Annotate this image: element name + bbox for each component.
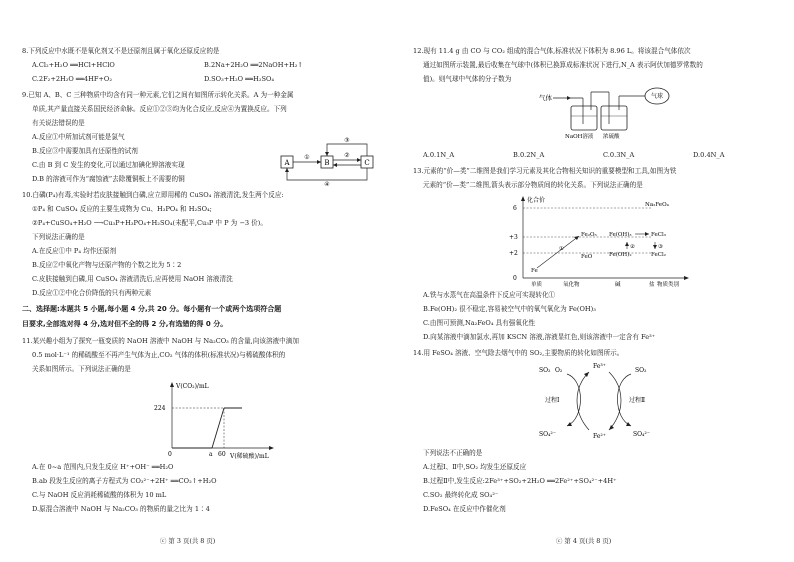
q8-option-c: C.2F₂+2H₂O ══4HF+O₂ — [32, 75, 112, 83]
q13-valence-class-graph — [501, 192, 691, 288]
q11-stem-3: 关系如图所示。下列说法正确的是 — [32, 365, 131, 373]
q11-option-a: A.在 0~a 范围内,只发生反应 H⁺+OH⁻ ══H₂O — [32, 463, 174, 471]
q11-option-b: B.ab 段发生反应的离子方程式为 CO₃²⁻+2H⁺ ══CO₂↑+H₂O — [32, 477, 217, 485]
q13-option-a: A.铁与水蒸气在高温条件下反应可实现转化① — [423, 291, 556, 299]
q14-so4-left: SO₄²⁻ — [539, 431, 557, 438]
q14-process-2: 过程Ⅱ — [629, 397, 646, 404]
q10-option-c: C.皮肤接触到白磷,用 CuSO₄ 溶液清洗后,应再使用 NaOH 溶液清洗 — [32, 275, 233, 283]
q11-tick-a: a — [209, 451, 213, 458]
q12-h2so4-bottle-label: 浓硫酸 — [603, 134, 620, 140]
section2-heading-2: 目要求,全部选对得 4 分,选对但不全的得 2 分,有选错的得 0 分。 — [22, 320, 228, 328]
q9-reaction-1: ① — [304, 154, 310, 161]
q9-stem-1: 9.已知 A、B、C 三种物质中均含有同一种元素,它们之间有如图所示转化关系。A 为一种金属 — [22, 91, 294, 99]
q8-stem: 8.下列反应中水既不是氧化剂又不是还原剂且属于氧化还原反应的是 — [22, 47, 220, 55]
q12-stem-3: 值)。则气球中气体的分子数为 — [423, 75, 512, 83]
q9-option-a: A.反应①中所加试剂可能是氯气 — [32, 133, 125, 141]
q13-tick-6: 6 — [513, 205, 517, 212]
q13-class-oxide: 氧化物 — [563, 282, 580, 288]
q9-conversion-diagram — [277, 134, 377, 186]
q11-option-d: D.原混合溶液中 NaOH 与 Na₂CO₃ 的物质的量之比为 1∶4 — [32, 505, 210, 513]
q13-arrow-3: ③ — [658, 244, 663, 250]
q12-stem-2: 通过如图所示装置,最后收集在气球中(体积已换算成标准状况下进行,N_A 表示阿伏加德罗常数的 — [423, 61, 703, 69]
right-page-footer: ⓒ 第 4 页(共 8 页) — [556, 537, 612, 545]
q12-balloon-label: 气球 — [650, 93, 664, 100]
q11-tick-224: 224 — [154, 405, 166, 412]
q14-stem-2: 下列说法不正确的是 — [423, 449, 483, 457]
q10-option-a: A.在反应①中 P₄ 均作还原剂 — [32, 247, 117, 255]
q13-fe2o3: Fe₂O₃ — [581, 232, 597, 238]
q12-option-b: B.0.2N_A — [513, 151, 545, 159]
q13-class-element: 单质 — [531, 282, 543, 288]
q13-option-c: C.由图可预测,Na₂FeO₄ 具有强氧化性 — [423, 319, 536, 327]
q14-fe2-bottom: Fe²⁺ — [593, 433, 606, 440]
q13-na2feo4: Na₂FeO₄ — [645, 202, 669, 208]
q13-arrow-1: ① — [559, 246, 564, 252]
q12-stem-1: 12.现有 11.4 g 由 CO 与 CO₂ 组成的混合气体,标准状况下体积为 8.96 L。将该混合气体依次 — [413, 47, 691, 55]
q13-class-base: 碱 — [615, 282, 621, 288]
q13-option-d: D.向某溶液中滴加氯水,再加 KSCN 溶液,溶液显红色,则该溶液中一定含有 Fe³⁺ — [423, 333, 656, 341]
q10-option-d: D.反应①②中化合价降低的只有两种元素 — [32, 289, 152, 297]
q9-option-c: C.由 B 到 C 发生的变化,可以通过加碘化钾溶液实现 — [32, 161, 185, 169]
q12-option-d: D.0.4N_A — [693, 151, 725, 159]
q13-tick-0: 0 — [513, 275, 517, 282]
q13-class-salt: 盐 — [649, 282, 655, 288]
q14-o2-in: O₂ — [555, 367, 563, 374]
q14-option-d: D.FeSO₄ 在反应中作催化剂 — [423, 505, 506, 513]
q8-option-a: A.Cl₂+H₂O ══HCl+HClO — [32, 61, 115, 69]
q14-so4-right: SO₄²⁻ — [633, 431, 651, 438]
q13-y-axis-label: 化合价 — [527, 197, 546, 204]
q9-reaction-4: ④ — [324, 181, 330, 186]
q8-option-b: B.2Na+2H₂O ══2NaOH+H₂↑ — [204, 61, 303, 69]
right-page — [413, 40, 775, 540]
q13-stem-1: 13.元素的“价—类”二维图是我们学习元素及其化合物相关知识的重要模型和工具,如图为铁 — [413, 167, 677, 175]
q10-option-b: B.反应②中氧化产物与还原产物的个数之比为 5∶2 — [32, 261, 182, 269]
q9-option-d: D.B 的溶液可作为“腐蚀液”去除覆铜板上不需要的铜 — [32, 175, 185, 183]
q14-fe3-top: Fe³⁺ — [593, 363, 606, 370]
q8-option-d: D.SO₃+H₂O ══H₂SO₄ — [204, 75, 275, 83]
q13-tick-3: +3 — [509, 234, 518, 241]
q12-option-a: A.0.1N_A — [423, 151, 455, 159]
q14-option-b: B.过程Ⅱ中,发生反应:2Fe³⁺+SO₂+2H₂O ══2Fe²⁺+SO₄²⁻+4H⁺ — [423, 477, 617, 485]
q14-option-a: A.过程Ⅰ、Ⅱ中,SO₂ 均发生还原反应 — [423, 463, 527, 471]
q11-co2-graph — [150, 378, 280, 460]
q9-node-b: B — [324, 159, 330, 167]
q10-stem-3: ②P₄+CuSO₄+H₂O ⟶Cu₃P+H₃PO₄+H₂SO₄(未配平,Cu₃P 中 P 为 −3 价)。 — [32, 219, 267, 227]
q13-tick-2: +2 — [509, 250, 518, 257]
left-page-footer: ⓒ 第 3 页(共 8 页) — [160, 537, 216, 545]
q13-fecl2: FeCl₂ — [651, 252, 666, 258]
section2-heading-1: 二、选择题:本题共 5 小题,每小题 4 分,共 20 分。每小题有一个或两个选项符合题 — [22, 305, 282, 313]
q13-option-b: B.Fe(OH)₂ 很不稳定,容易被空气中的氧气氧化为 Fe(OH)₃ — [423, 305, 596, 313]
q9-reaction-3: ③ — [344, 137, 350, 144]
q9-node-a: A — [284, 159, 290, 167]
q10-stem-1: 10.白磷(P₄)有毒,实验时若皮肤接触到白磷,应立即用稀的 CuSO₄ 溶液清洗,发生两个反应: — [22, 191, 284, 199]
q9-stem-2: 单质,其产量直接关系国民经济命脉。反应①②③均为化合反应,反应④为置换反应。下列 — [32, 105, 287, 113]
q14-so2-right: SO₂ — [635, 367, 647, 374]
q12-naoh-bottle-label: NaOH溶液 — [565, 134, 594, 140]
q11-tick-60: 60 — [218, 451, 226, 458]
q11-option-c: C.与 NaOH 反应消耗稀硫酸的体积为 10 mL — [32, 491, 167, 499]
q13-stem-2: 元素的“价—类”二维图,箭头表示部分物质间的转化关系。下列说法正确的是 — [423, 181, 643, 189]
q11-tick-0: 0 — [168, 451, 172, 458]
q12-option-c: C.0.3N_A — [603, 151, 635, 159]
q13-fe: Fe — [531, 268, 538, 274]
q13-fecl3: FeCl₃ — [651, 232, 666, 238]
q14-so2-in: SO₂ — [539, 367, 551, 374]
q9-reaction-2: ② — [344, 152, 350, 159]
left-page — [22, 40, 384, 540]
q13-feoh2: Fe(OH)₂ — [609, 252, 632, 258]
q12-apparatus-diagram — [531, 84, 681, 140]
q13-feoh3: Fe(OH)₃ — [609, 232, 632, 238]
q10-stem-4: 下列说法正确的是 — [32, 233, 85, 241]
q13-x-axis-label: 物质类别 — [657, 282, 680, 288]
q9-option-b: B.反应③中需要加具有还原性的试剂 — [32, 147, 138, 155]
q9-node-c: C — [364, 159, 370, 167]
q14-option-c: C.SO₂ 最终转化成 SO₄²⁻ — [423, 491, 499, 499]
q14-stem-1: 14.用 FeSO₄ 溶液、空气除去烟气中的 SO₂,主要物质的转化如图所示。 — [413, 349, 624, 357]
q11-stem-2: 0.5 mol·L⁻¹ 的稀硫酸至不再产生气体为止,CO₂ 气体的体积(标准状况)与稀硫酸体积的 — [32, 351, 286, 359]
q12-gas-label: 气体 — [539, 94, 552, 102]
q11-stem-1: 11.某兴趣小组为了探究一瓶变质的 NaOH 溶液中 NaOH 与 Na₂CO₃ 的含量,向该溶液中滴加 — [22, 337, 299, 345]
q11-x-axis-label: V(稀硫酸)/mL — [230, 453, 269, 460]
q13-feo: FeO — [581, 254, 593, 260]
q10-stem-2: ①P₄ 和 CuSO₄ 反应的主要生成物为 Cu、H₃PO₄ 和 H₂SO₄; — [32, 205, 212, 213]
q11-y-axis-label: V(CO₂)/mL — [176, 383, 209, 390]
q14-cycle-diagram — [537, 360, 657, 442]
q13-arrow-2: ② — [630, 244, 635, 250]
q9-stem-3: 有关说法错误的是 — [32, 119, 85, 127]
q14-process-1: 过程Ⅰ — [545, 397, 560, 404]
